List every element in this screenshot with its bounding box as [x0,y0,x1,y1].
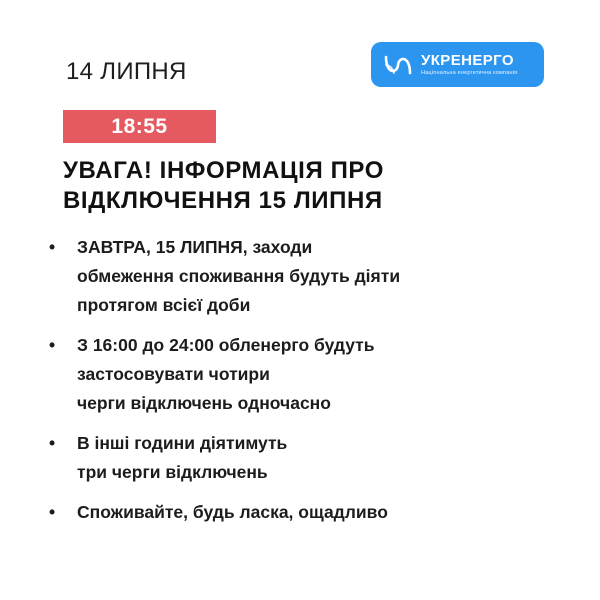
headline-line-2: ВІДКЛЮЧЕННЯ 15 ЛИПНЯ [63,187,383,214]
headline-line-1: УВАГА! ІНФОРМАЦІЯ ПРО [63,157,384,184]
logo-subtitle: Національна енергетична компанія [421,69,518,76]
headline [63,156,533,216]
bullet-line: • ЗАВТРА, 15 ЛИПНЯ, заходи [77,237,313,257]
logo-name: УКРЕНЕРГО [421,51,514,69]
bullet-line: протягом всієї доби [77,295,251,315]
bullet-line: • Споживайте, будь ласка, ощадливо [77,502,388,522]
bullet-line: черги відключень одночасно [77,393,331,413]
bullet-line: обмеження споживання будуть діяти [77,266,401,286]
bullet-item [44,429,564,487]
date-label: 14 ЛИПНЯ [66,58,187,85]
bullet-line: • В інші години діятимуть [77,433,288,453]
bullet-line: • З 16:00 до 24:00 обленерго будуть [77,335,375,355]
ukrenergo-logo [371,42,544,87]
time-badge: 18:55 [63,110,216,143]
bullet-line: застосовувати чотири [77,364,270,384]
bullet-line: три черги відключень [77,462,268,482]
bullet-item [44,331,564,418]
ukrenergo-logo-icon [383,52,413,78]
bullet-item [44,498,564,527]
bullet-list [44,233,564,538]
bullet-item [44,233,564,320]
